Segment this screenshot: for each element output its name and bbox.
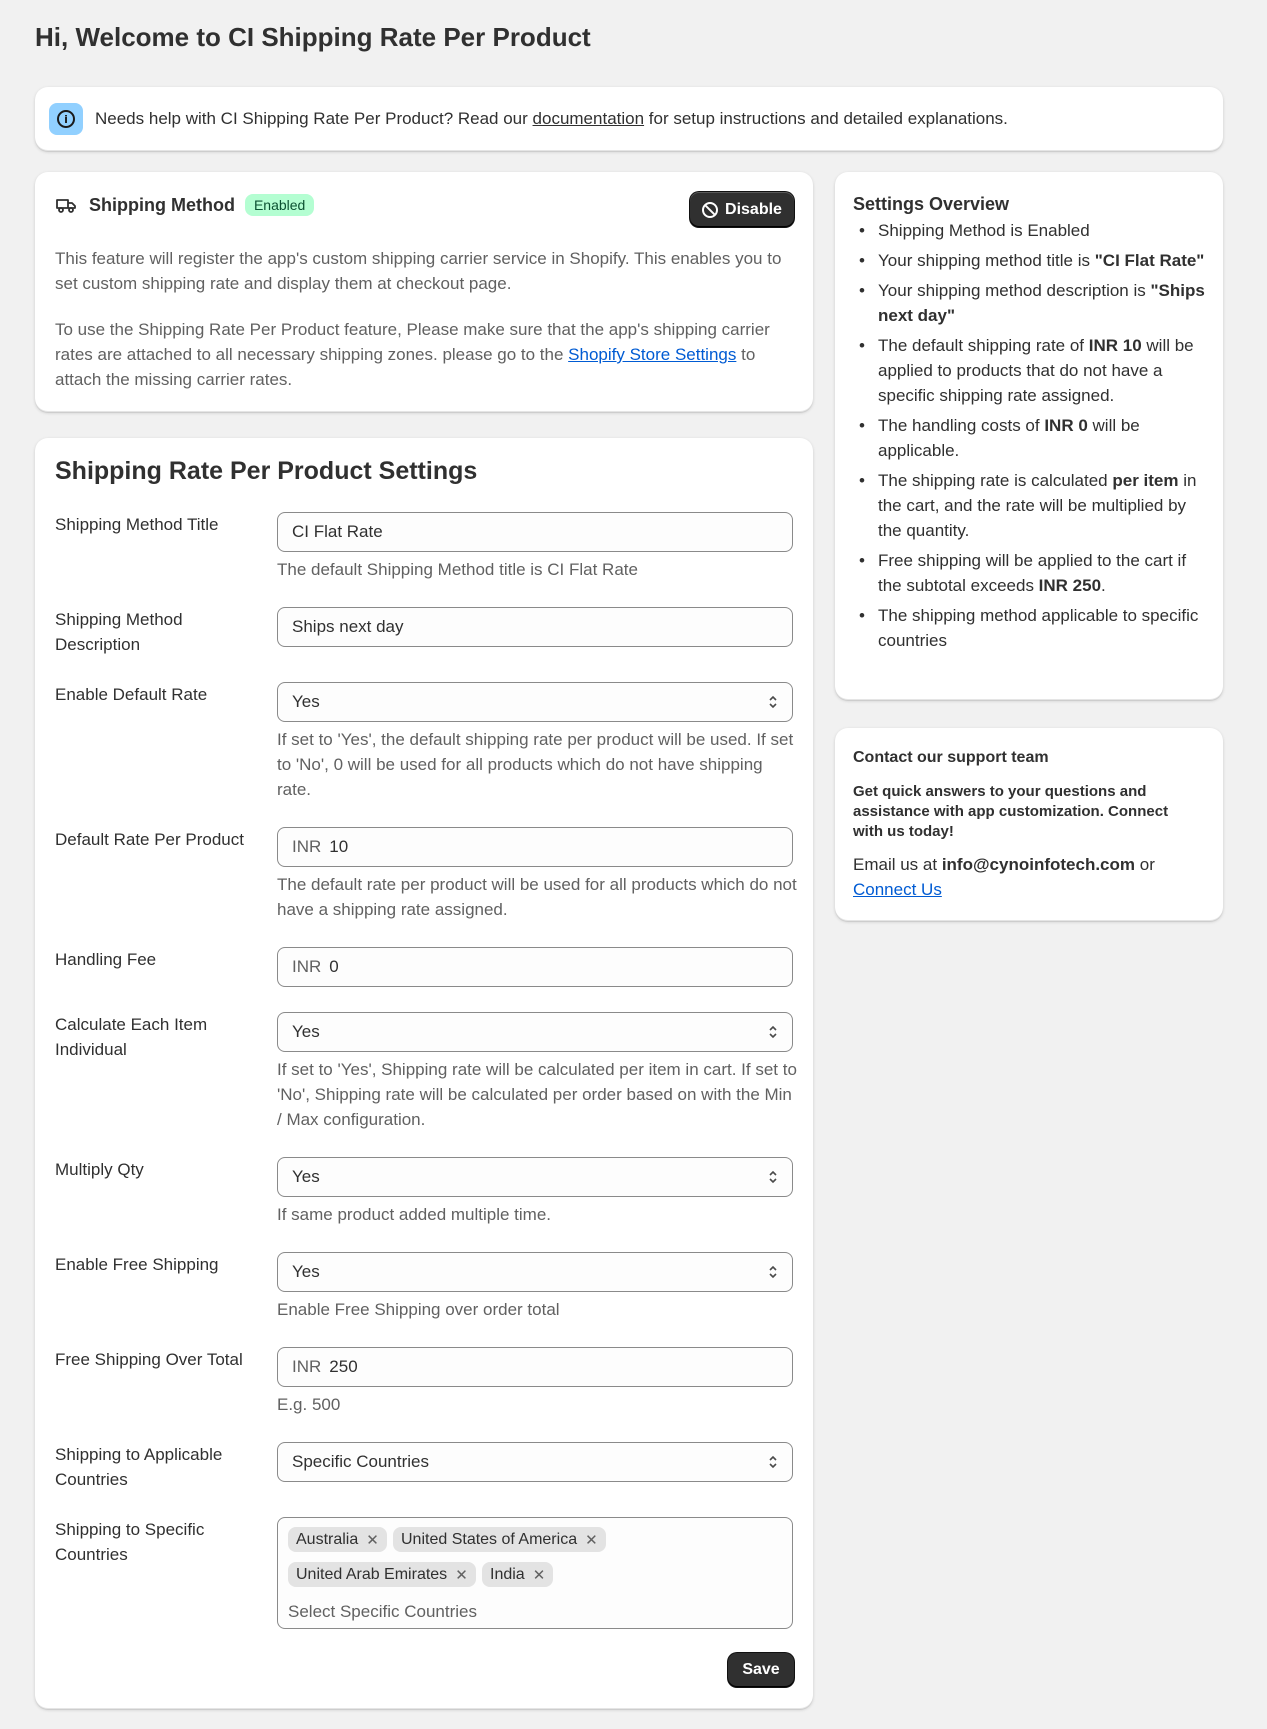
countries-search-input[interactable]: Select Specific Countries bbox=[288, 1602, 477, 1621]
status-badge: Enabled bbox=[245, 194, 314, 216]
settings-overview-card bbox=[835, 172, 1223, 700]
save-button[interactable]: Save bbox=[728, 1653, 794, 1687]
specific-countries-combobox[interactable] bbox=[277, 1517, 793, 1629]
overview-item: • Your shipping method title is "CI Flat Rate" bbox=[853, 248, 1213, 273]
truck-icon bbox=[55, 196, 77, 214]
shipping-method-title: Shipping Method bbox=[89, 194, 235, 215]
info-icon: i bbox=[49, 103, 83, 135]
applicable-countries-label: Shipping to Applicable Countries bbox=[55, 1445, 223, 1489]
handling-fee-label: Handling Fee bbox=[55, 950, 157, 969]
shipping-method-card bbox=[35, 172, 813, 412]
country-tag: Australia ✕ bbox=[288, 1527, 387, 1552]
select-chevron-icon bbox=[768, 1264, 778, 1280]
free-shipping-help: Enable Free Shipping over order total bbox=[277, 1300, 560, 1319]
remove-tag-icon[interactable]: ✕ bbox=[532, 1565, 546, 1584]
settings-title: Shipping Rate Per Product Settings bbox=[55, 457, 478, 485]
select-chevron-icon bbox=[768, 1454, 778, 1470]
multiply-qty-help: If same product added multiple time. bbox=[277, 1205, 552, 1224]
method-title-input[interactable]: CI Flat Rate bbox=[277, 512, 793, 552]
shopify-settings-link[interactable]: Shopify Store Settings bbox=[568, 345, 737, 364]
disable-button[interactable]: Disable bbox=[690, 192, 794, 227]
multiply-qty-label: Multiply Qty bbox=[55, 1160, 144, 1179]
banner-text: Needs help with CI Shipping Rate Per Product? Read our documentation for setup instructions and detailed explanations. bbox=[95, 109, 1008, 128]
method-instructions: To use the Shipping Rate Per Product feature, Please make sure that the app's shipping carrier rates are attached to all necessary shipping zones. please go to the Shopify Store Settings to attach the missing carrier rates. bbox=[55, 320, 770, 389]
multiply-qty-select[interactable]: Yes bbox=[277, 1157, 793, 1197]
enable-default-rate-label: Enable Default Rate bbox=[55, 685, 208, 704]
overview-item: • The shipping method applicable to specific countries bbox=[853, 603, 1213, 653]
handling-fee-input[interactable]: INR 0 bbox=[277, 947, 793, 987]
overview-item: • The handling costs of INR 0 will be applicable. bbox=[853, 413, 1213, 463]
free-shipping-total-label: Free Shipping Over Total bbox=[55, 1350, 243, 1369]
select-chevron-icon bbox=[768, 694, 778, 710]
country-tag: United Arab Emirates ✕ bbox=[288, 1562, 476, 1587]
connect-us-link[interactable]: Connect Us bbox=[853, 880, 942, 899]
enable-default-rate-select[interactable]: Yes bbox=[277, 682, 793, 722]
overview-item: • Your shipping method description is "Ships next day" bbox=[853, 278, 1213, 328]
calc-each-item-label: Calculate Each Item Individual bbox=[55, 1015, 208, 1059]
free-shipping-select[interactable]: Yes bbox=[277, 1252, 793, 1292]
free-shipping-label: Enable Free Shipping bbox=[55, 1255, 219, 1274]
select-chevron-icon bbox=[768, 1169, 778, 1185]
remove-tag-icon[interactable]: ✕ bbox=[585, 1530, 598, 1549]
enable-default-rate-help: If set to 'Yes', the default shipping rate per product will be used. If set to 'No', 0 will be used for all products which do not have shipping rate. bbox=[277, 730, 794, 799]
specific-countries-label: Shipping to Specific Countries bbox=[55, 1520, 205, 1564]
select-chevron-icon bbox=[768, 1024, 778, 1040]
overview-item: • Free shipping will be applied to the cart if the subtotal exceeds INR 250. bbox=[853, 548, 1213, 598]
overview-item: • Shipping Method is Enabled bbox=[853, 218, 1213, 243]
free-shipping-total-input[interactable]: INR 250 bbox=[277, 1347, 793, 1387]
page-title: Hi, Welcome to CI Shipping Rate Per Product bbox=[35, 22, 591, 52]
default-rate-input[interactable]: INR 10 bbox=[277, 827, 793, 867]
overview-item: • The default shipping rate of INR 10 will be applied to products that do not have a specific shipping rate assigned. bbox=[853, 333, 1213, 408]
free-shipping-total-help: E.g. 500 bbox=[277, 1395, 341, 1414]
email-address[interactable]: info@cynoinfotech.com bbox=[941, 855, 1136, 874]
help-banner bbox=[35, 87, 1223, 151]
remove-tag-icon[interactable]: ✕ bbox=[366, 1530, 379, 1549]
calc-each-item-select[interactable]: Yes bbox=[277, 1012, 793, 1052]
overview-item: • The shipping rate is calculated per item in the cart, and the rate will be multiplied by the quantity. bbox=[853, 468, 1213, 543]
support-text: Get quick answers to your questions and assistance with app customization. Connect with us today! bbox=[853, 783, 1169, 840]
support-email: Email us at info@cynoinfotech.com or Connect Us bbox=[853, 855, 1155, 899]
remove-tag-icon[interactable]: ✕ bbox=[455, 1565, 468, 1584]
overview-title: Settings Overview bbox=[853, 194, 1010, 214]
support-card bbox=[835, 728, 1223, 921]
settings-card bbox=[35, 438, 813, 1709]
method-description-label: Shipping Method Description bbox=[55, 610, 183, 654]
overview-list bbox=[853, 218, 1213, 658]
method-title-help: The default Shipping Method title is CI Flat Rate bbox=[277, 560, 638, 579]
method-title-label: Shipping Method Title bbox=[55, 515, 219, 534]
country-tag: United States of America ✕ bbox=[393, 1527, 606, 1552]
calc-each-item-help: If set to 'Yes', Shipping rate will be calculated per item in cart. If set to 'No', Shipping rate will be calculated per order based on with the Min / Max configuration. bbox=[277, 1060, 797, 1129]
method-description: This feature will register the app's custom shipping carrier service in Shopify. This enables you to set custom shipping rate and display them at checkout page. bbox=[55, 249, 782, 293]
support-title: Contact our support team bbox=[853, 749, 1049, 766]
method-description-input[interactable]: Ships next day bbox=[277, 607, 793, 647]
default-rate-help: The default rate per product will be used for all products which do not have a shipping rate assigned. bbox=[277, 875, 797, 919]
country-tag: India ✕ bbox=[482, 1562, 553, 1587]
ban-icon bbox=[702, 202, 718, 218]
documentation-link[interactable]: documentation bbox=[532, 109, 645, 128]
default-rate-label: Default Rate Per Product bbox=[55, 830, 244, 849]
applicable-countries-select[interactable]: Specific Countries bbox=[277, 1442, 793, 1482]
